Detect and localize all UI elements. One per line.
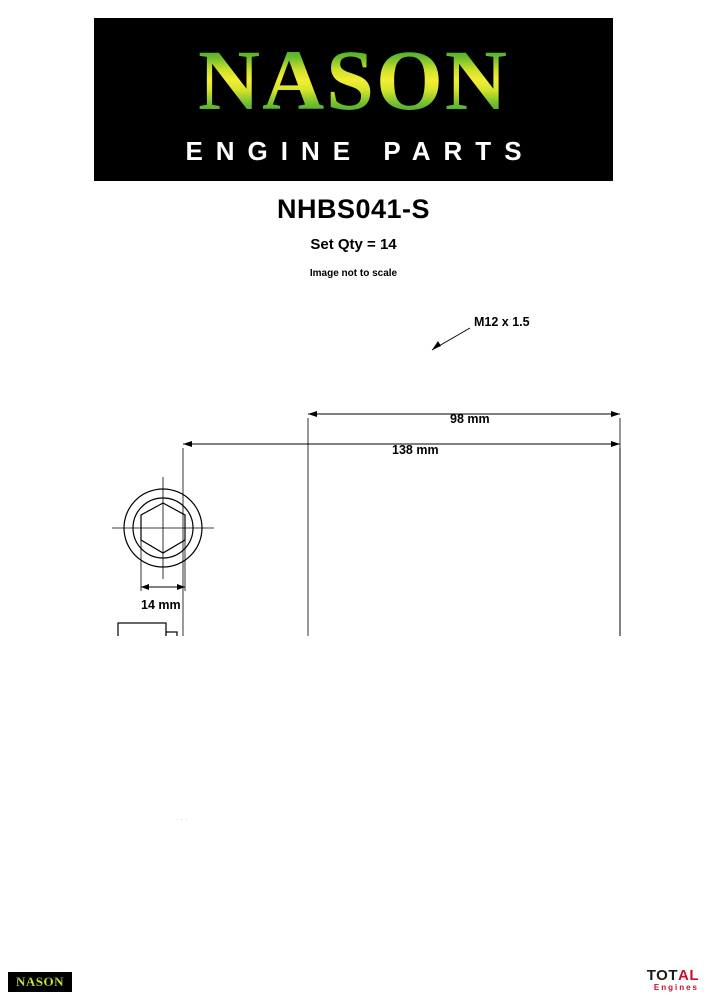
footer-nason-label: NASON [15, 974, 64, 989]
technical-drawing [0, 296, 707, 636]
brand-logo-block [94, 18, 613, 181]
dimension-label-14mm: 14 mm [141, 598, 181, 612]
footer-total-part2: AL [678, 967, 699, 984]
brand-logo-inner [112, 30, 595, 130]
footer-nason-logo [8, 972, 72, 992]
footer-total-part1: TOT [646, 967, 678, 984]
scale-note: Image not to scale [309, 268, 398, 279]
brand-tagline: ENGINE PARTS [185, 136, 535, 166]
thread-spec-label: M12 x 1.5 [474, 315, 530, 329]
bolt-diagram-svg [0, 296, 707, 636]
dimension-label-138mm: 138 mm [392, 443, 439, 457]
set-quantity: Set Qty = 14 [310, 236, 397, 253]
part-number: NHBS041-S [276, 194, 431, 224]
dimension-label-98mm: 98 mm [450, 412, 490, 426]
footer-total-engines-logo [621, 968, 699, 994]
footer-total-subtitle: Engines [653, 983, 699, 992]
page-artifact: ... [176, 812, 190, 822]
footer-total-wordmark [621, 968, 699, 983]
brand-name: NASON [112, 30, 595, 130]
